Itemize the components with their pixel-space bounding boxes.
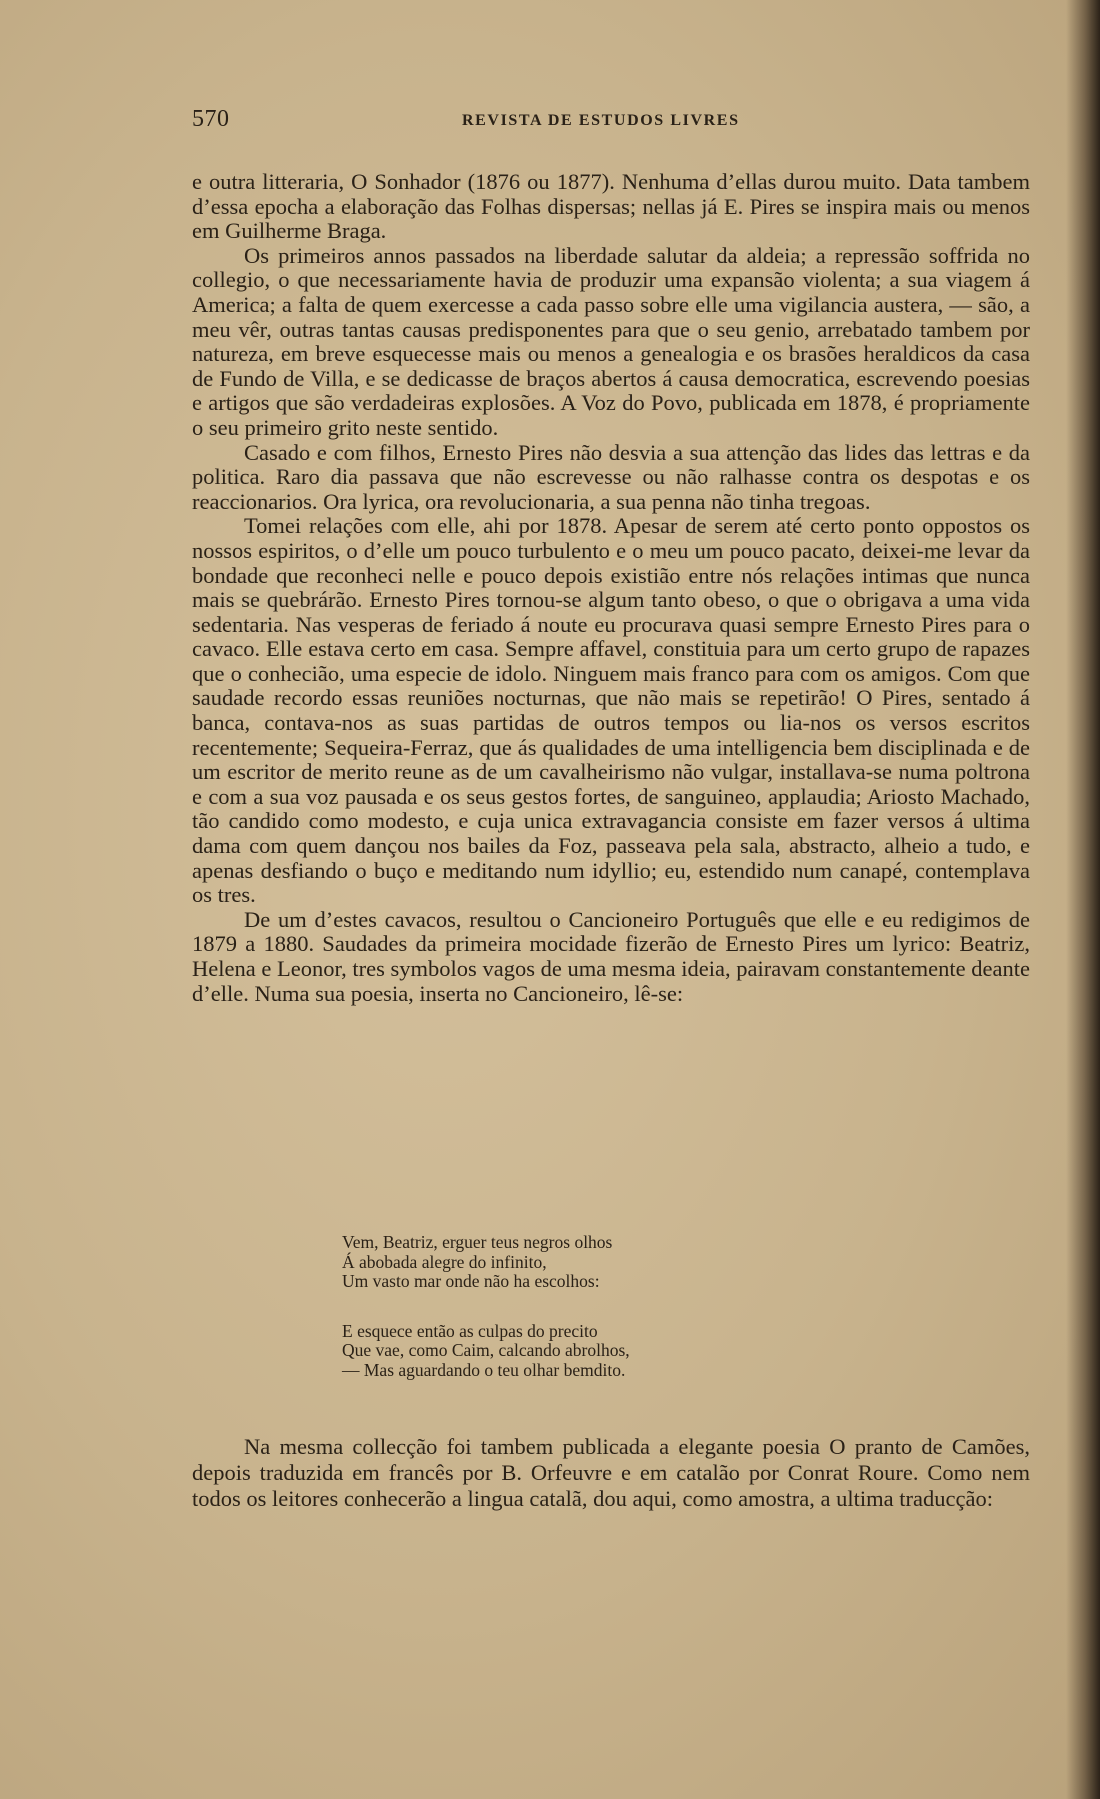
paragraph-3: Casado e com filhos, Ernesto Pires não desvia a sua attenção das lides das lettras e da politica. Raro dia passava que não escrevesse ou não ralhasse contra os despotas e os reaccionarios. Ora lyrica, ora revolucionaria, a sua penna não tinha tregoas. — [192, 439, 1030, 514]
verse-line: Que vae, como Caim, calcando abrolhos, — [342, 1340, 630, 1360]
paragraph-1: e outra litteraria, O Sonhador (1876 ou 1877). Nenhuma d’ellas durou muito. Data tambem d’essa epocha a elaboração das Folhas dispersas; nellas já E. Pires se inspira mais ou menos em Guilherme Braga. — [192, 169, 1030, 244]
poem-stanza-2 — [342, 1322, 862, 1381]
verse-line: Um vasto mar onde não ha escolhos: — [342, 1271, 600, 1291]
closing-text — [192, 1434, 1030, 1512]
verse-line: Á abobada alegre do infinito, — [342, 1251, 547, 1272]
page-edge-shadow — [1066, 0, 1100, 1799]
poem-stanza-1 — [342, 1233, 862, 1292]
running-head: REVISTA DE ESTUDOS LIVRES — [462, 112, 740, 129]
verse-line: E esquece então as culpas do precito — [342, 1320, 598, 1341]
verse-line: — Mas aguardando o teu olhar bemdito. — [342, 1359, 626, 1380]
paragraph-5: De um d’estes cavacos, resultou o Cancioneiro Português que elle e eu redigimos de 1879 a 1880. Saudades da primeira mocidade fizerão de Ernesto Pires um lyrico: Beatriz, Helena e Leonor, tres symbolos vagos de uma mesma ideia, pairavam constantemente deante d’elle. Numa sua poesia, inserta no Cancioneiro, lê-se: — [192, 906, 1030, 1006]
verse-line: Vem, Beatriz, erguer teus negros olhos — [342, 1232, 613, 1252]
poem-quote — [342, 1233, 862, 1410]
paragraph-4: Tomei relações com elle, ahi por 1878. Apesar de serem até certo ponto oppostos os nossos espiritos, o d’elle um pouco turbulento e o meu um pouco pacato, deixei-me levar da bondade que reconheci nelle e pouco depois existião entre nós relações intimas que nunca mais se quebrárão. Ernesto Pires tornou-se algum tanto obeso, o que o obrigava a uma vida sedentaria. Nas vesperas de feriado á noute eu procurava quasi sempre Ernesto Pires para o cavaco. Elle estava certo em casa. Sempre affavel, constituia para um certo grupo de rapazes que o conhecião, uma especie de idolo. Ninguem mais franco para com os amigos. Com que saudade recordo essas reuniões nocturnas, que não mais se repetirão! O Pires, sentado á banca, contava-nos as suas partidas de outros tempos ou lia-nos os versos escritos recentemente; Sequeira-Ferraz, que ás qualidades de uma intelligencia bem disciplinada e de um escritor de merito reune as de um cavalheirismo não vulgar, installava-se numa poltrona e com a sua voz pausada e os seus gestos fortes, de sanguineo, applaudia; Ariosto Machado, tão candido como modesto, e cuja unica extravagancia consiste em fazer versos á ultima dama com quem dançou nos bailes da Foz, passeava pela sala, abstracto, alheio a tudo, e apenas desfiando o buço e meditando num idyllio; eu, estendido num canapé, contemplava os tres. — [192, 513, 1030, 908]
page-number: 570 — [192, 106, 230, 132]
main-text — [192, 170, 1030, 1006]
paragraph-2: Os primeiros annos passados na liberdade salutar da aldeia; a repressão soffrida no collegio, o que necessariamente havia de produzir uma expansão violenta; a sua viagem á America; a falta de quem exercesse a cada passo sobre elle uma vigilancia austera, — são, a meu vêr, outras tantas causas predisponentes para que o seu genio, arrebatado tambem por natureza, em breve esquecesse mais ou menos a genealogia e os brasões heraldicos da casa de Fundo de Villa, e se dedicasse de braços abertos á causa democratica, escrevendo poesias e artigos que são verdadeiras explosões. A Voz do Povo, publicada em 1878, é propriamente o seu primeiro grito neste sentido. — [192, 242, 1030, 440]
paragraph-6: Na mesma collecção foi tambem publicada a elegante poesia O pranto de Camões, depois traduzida em francês por B. Orfeuvre e em catalão por Conrat Roure. Como nem todos os leitores conhecerão a lingua catalã, dou aqui, como amostra, a ultima traducção: — [192, 1434, 1030, 1511]
page-header — [192, 106, 1022, 140]
